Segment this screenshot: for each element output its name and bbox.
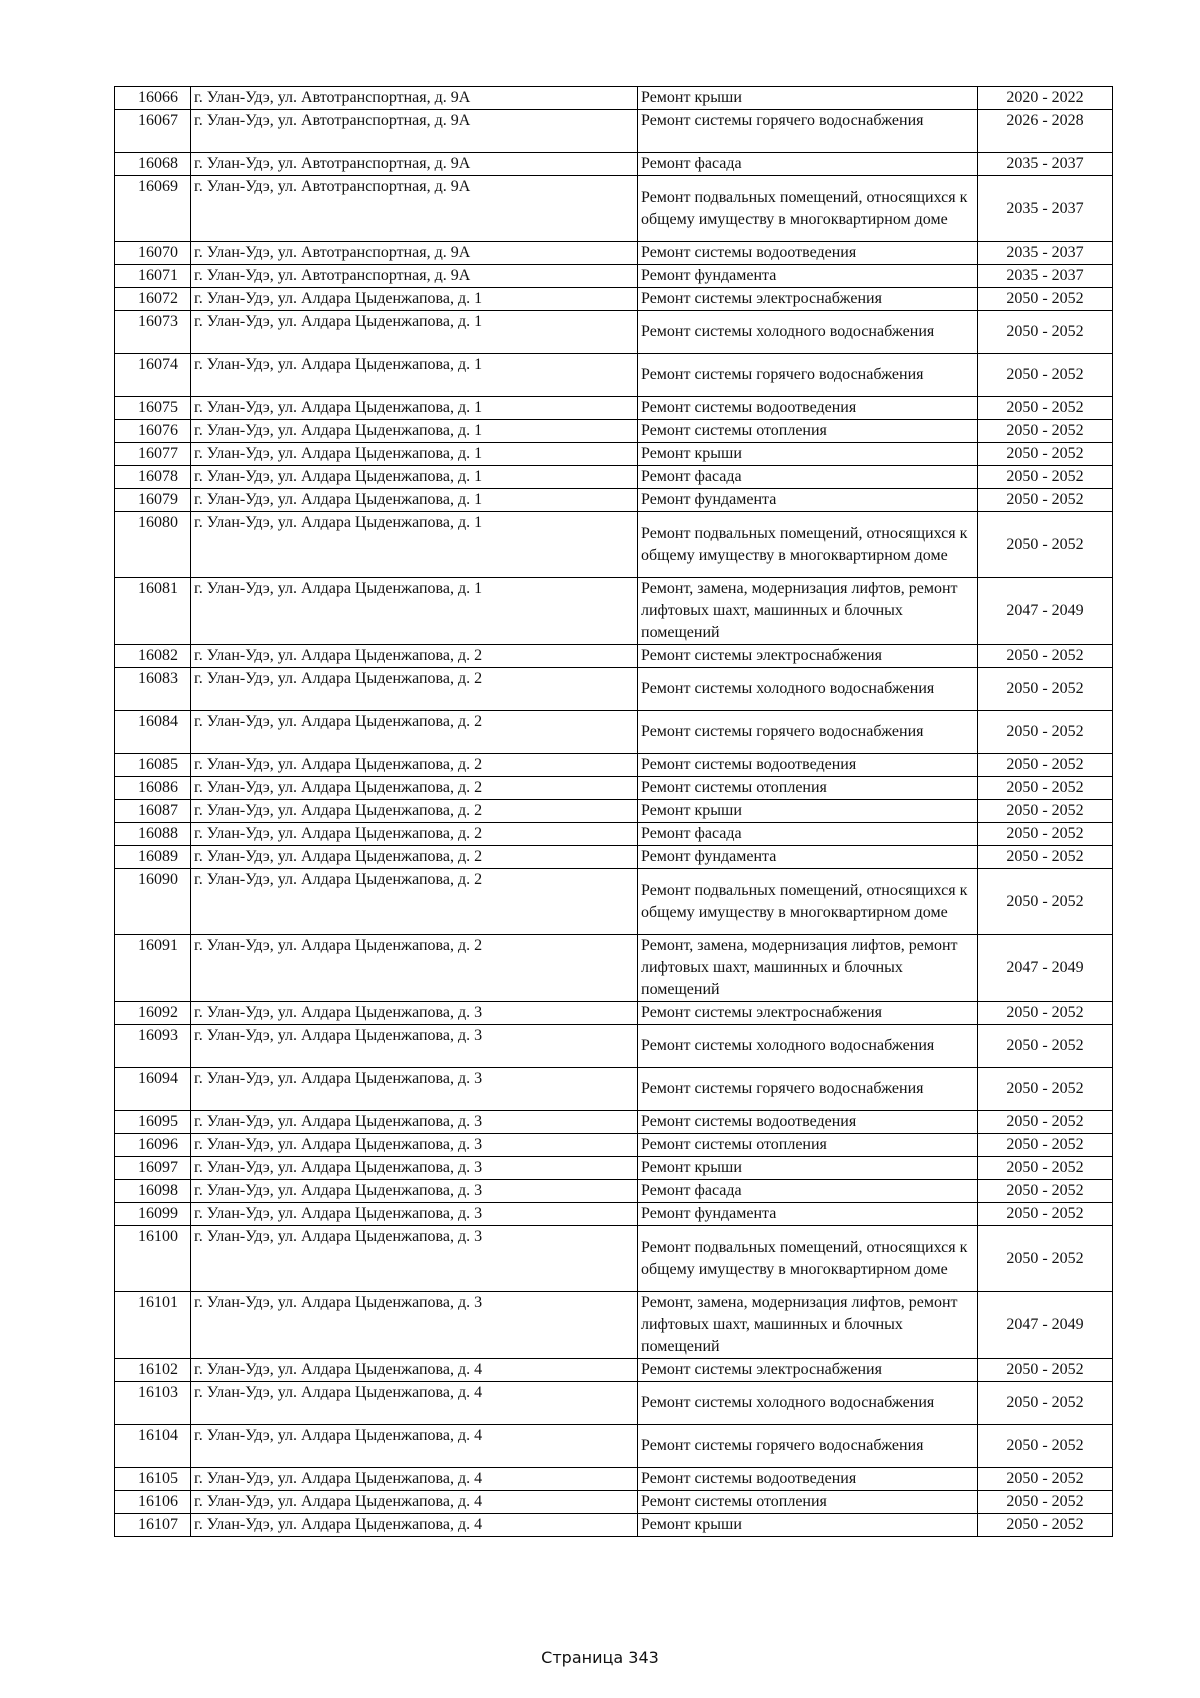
work-type-cell: Ремонт системы электроснабжения (638, 1002, 978, 1025)
years-cell: 2050 - 2052 (978, 1111, 1113, 1134)
address-cell: г. Улан-Удэ, ул. Алдара Цыденжапова, д. 3 (191, 1157, 638, 1180)
row-number-cell: 16104 (115, 1425, 191, 1468)
address-cell: г. Улан-Удэ, ул. Алдара Цыденжапова, д. 3 (191, 1111, 638, 1134)
table-row (115, 1180, 1113, 1203)
row-number-cell: 16092 (115, 1002, 191, 1025)
work-type-cell: Ремонт системы отопления (638, 1134, 978, 1157)
work-type-cell: Ремонт крыши (638, 800, 978, 823)
table-row (115, 397, 1113, 420)
address-cell: г. Улан-Удэ, ул. Алдара Цыденжапова, д. 3 (191, 1203, 638, 1226)
address-cell: г. Улан-Удэ, ул. Алдара Цыденжапова, д. 2 (191, 668, 638, 711)
work-type-cell: Ремонт системы холодного водоснабжения (638, 668, 978, 711)
work-type-cell: Ремонт системы холодного водоснабжения (638, 311, 978, 354)
work-type-cell: Ремонт системы водоотведения (638, 1111, 978, 1134)
row-number-cell: 16093 (115, 1025, 191, 1068)
years-cell: 2050 - 2052 (978, 466, 1113, 489)
row-number-cell: 16089 (115, 846, 191, 869)
years-cell: 2026 - 2028 (978, 110, 1113, 153)
work-type-cell: Ремонт системы отопления (638, 1491, 978, 1514)
work-type-cell: Ремонт системы горячего водоснабжения (638, 110, 978, 153)
address-cell: г. Улан-Удэ, ул. Алдара Цыденжапова, д. 4 (191, 1491, 638, 1514)
table-row (115, 489, 1113, 512)
table-row (115, 466, 1113, 489)
row-number-cell: 16106 (115, 1491, 191, 1514)
address-cell: г. Улан-Удэ, ул. Алдара Цыденжапова, д. 2 (191, 777, 638, 800)
address-cell: г. Улан-Удэ, ул. Автотранспортная, д. 9А (191, 153, 638, 176)
address-cell: г. Улан-Удэ, ул. Алдара Цыденжапова, д. 1 (191, 578, 638, 645)
work-type-cell: Ремонт, замена, модернизация лифтов, ремонт лифтовых шахт, машинных и блочных помещений (638, 935, 978, 1002)
address-cell: г. Улан-Удэ, ул. Алдара Цыденжапова, д. 4 (191, 1425, 638, 1468)
row-number-cell: 16079 (115, 489, 191, 512)
years-cell: 2050 - 2052 (978, 1157, 1113, 1180)
row-number-cell: 16074 (115, 354, 191, 397)
address-cell: г. Улан-Удэ, ул. Алдара Цыденжапова, д. 4 (191, 1514, 638, 1537)
address-cell: г. Улан-Удэ, ул. Алдара Цыденжапова, д. 4 (191, 1468, 638, 1491)
row-number-cell: 16103 (115, 1382, 191, 1425)
row-number-cell: 16084 (115, 711, 191, 754)
years-cell: 2050 - 2052 (978, 1226, 1113, 1292)
years-cell: 2050 - 2052 (978, 1002, 1113, 1025)
row-number-cell: 16094 (115, 1068, 191, 1111)
row-number-cell: 16091 (115, 935, 191, 1002)
table-row (115, 1157, 1113, 1180)
row-number-cell: 16086 (115, 777, 191, 800)
address-cell: г. Улан-Удэ, ул. Алдара Цыденжапова, д. 2 (191, 711, 638, 754)
work-type-cell: Ремонт подвальных помещений, относящихся к общему имуществу в многоквартирном доме (638, 869, 978, 935)
work-type-cell: Ремонт фундамента (638, 489, 978, 512)
table-row (115, 645, 1113, 668)
years-cell: 2050 - 2052 (978, 354, 1113, 397)
work-type-cell: Ремонт крыши (638, 1514, 978, 1537)
years-cell: 2035 - 2037 (978, 265, 1113, 288)
address-cell: г. Улан-Удэ, ул. Алдара Цыденжапова, д. 1 (191, 512, 638, 578)
address-cell: г. Улан-Удэ, ул. Алдара Цыденжапова, д. 1 (191, 443, 638, 466)
work-type-cell: Ремонт фундамента (638, 1203, 978, 1226)
address-cell: г. Улан-Удэ, ул. Алдара Цыденжапова, д. 1 (191, 311, 638, 354)
work-type-cell: Ремонт крыши (638, 443, 978, 466)
years-cell: 2050 - 2052 (978, 754, 1113, 777)
table-row (115, 1226, 1113, 1292)
address-cell: г. Улан-Удэ, ул. Алдара Цыденжапова, д. 1 (191, 489, 638, 512)
years-cell: 2050 - 2052 (978, 711, 1113, 754)
years-cell: 2035 - 2037 (978, 153, 1113, 176)
row-number-cell: 16072 (115, 288, 191, 311)
years-cell: 2047 - 2049 (978, 578, 1113, 645)
address-cell: г. Улан-Удэ, ул. Алдара Цыденжапова, д. 3 (191, 1226, 638, 1292)
years-cell: 2050 - 2052 (978, 512, 1113, 578)
table-row (115, 1111, 1113, 1134)
row-number-cell: 16075 (115, 397, 191, 420)
work-type-cell: Ремонт системы горячего водоснабжения (638, 1068, 978, 1111)
work-type-cell: Ремонт, замена, модернизация лифтов, ремонт лифтовых шахт, машинных и блочных помещений (638, 1292, 978, 1359)
row-number-cell: 16083 (115, 668, 191, 711)
years-cell: 2050 - 2052 (978, 1134, 1113, 1157)
row-number-cell: 16088 (115, 823, 191, 846)
work-type-cell: Ремонт системы водоотведения (638, 242, 978, 265)
work-type-cell: Ремонт системы отопления (638, 420, 978, 443)
table-row (115, 711, 1113, 754)
years-cell: 2050 - 2052 (978, 1425, 1113, 1468)
row-number-cell: 16073 (115, 311, 191, 354)
years-cell: 2035 - 2037 (978, 242, 1113, 265)
table-row (115, 288, 1113, 311)
address-cell: г. Улан-Удэ, ул. Алдара Цыденжапова, д. 3 (191, 1025, 638, 1068)
address-cell: г. Улан-Удэ, ул. Алдара Цыденжапова, д. 3 (191, 1180, 638, 1203)
table-row (115, 311, 1113, 354)
table-row (115, 1292, 1113, 1359)
address-cell: г. Улан-Удэ, ул. Алдара Цыденжапова, д. 2 (191, 823, 638, 846)
address-cell: г. Улан-Удэ, ул. Алдара Цыденжапова, д. 2 (191, 869, 638, 935)
row-number-cell: 16067 (115, 110, 191, 153)
years-cell: 2050 - 2052 (978, 1025, 1113, 1068)
work-type-cell: Ремонт, замена, модернизация лифтов, ремонт лифтовых шахт, машинных и блочных помещений (638, 578, 978, 645)
row-number-cell: 16077 (115, 443, 191, 466)
address-cell: г. Улан-Удэ, ул. Алдара Цыденжапова, д. 2 (191, 846, 638, 869)
work-type-cell: Ремонт подвальных помещений, относящихся к общему имуществу в многоквартирном доме (638, 176, 978, 242)
years-cell: 2050 - 2052 (978, 846, 1113, 869)
row-number-cell: 16098 (115, 1180, 191, 1203)
row-number-cell: 16096 (115, 1134, 191, 1157)
row-number-cell: 16107 (115, 1514, 191, 1537)
years-cell: 2050 - 2052 (978, 1180, 1113, 1203)
years-cell: 2047 - 2049 (978, 1292, 1113, 1359)
table-row (115, 354, 1113, 397)
work-type-cell: Ремонт крыши (638, 87, 978, 110)
row-number-cell: 16081 (115, 578, 191, 645)
work-type-cell: Ремонт системы водоотведения (638, 1468, 978, 1491)
work-type-cell: Ремонт системы холодного водоснабжения (638, 1025, 978, 1068)
row-number-cell: 16100 (115, 1226, 191, 1292)
table-row (115, 443, 1113, 466)
row-number-cell: 16069 (115, 176, 191, 242)
years-cell: 2050 - 2052 (978, 777, 1113, 800)
years-cell: 2050 - 2052 (978, 1382, 1113, 1425)
row-number-cell: 16099 (115, 1203, 191, 1226)
table-row (115, 420, 1113, 443)
table-row (115, 578, 1113, 645)
row-number-cell: 16090 (115, 869, 191, 935)
table-row (115, 1002, 1113, 1025)
table-row (115, 1134, 1113, 1157)
work-type-cell: Ремонт системы горячего водоснабжения (638, 711, 978, 754)
work-type-cell: Ремонт системы отопления (638, 777, 978, 800)
row-number-cell: 16101 (115, 1292, 191, 1359)
table-row (115, 1068, 1113, 1111)
address-cell: г. Улан-Удэ, ул. Алдара Цыденжапова, д. 4 (191, 1359, 638, 1382)
table-row (115, 87, 1113, 110)
row-number-cell: 16071 (115, 265, 191, 288)
years-cell: 2050 - 2052 (978, 288, 1113, 311)
years-cell: 2050 - 2052 (978, 1068, 1113, 1111)
row-number-cell: 16080 (115, 512, 191, 578)
years-cell: 2050 - 2052 (978, 489, 1113, 512)
address-cell: г. Улан-Удэ, ул. Алдара Цыденжапова, д. 1 (191, 288, 638, 311)
address-cell: г. Улан-Удэ, ул. Алдара Цыденжапова, д. 2 (191, 645, 638, 668)
repair-schedule-table (114, 86, 1113, 1537)
row-number-cell: 16070 (115, 242, 191, 265)
work-type-cell: Ремонт подвальных помещений, относящихся к общему имуществу в многоквартирном доме (638, 1226, 978, 1292)
table-row (115, 1425, 1113, 1468)
work-type-cell: Ремонт фасада (638, 1180, 978, 1203)
table-row (115, 846, 1113, 869)
address-cell: г. Улан-Удэ, ул. Алдара Цыденжапова, д. 1 (191, 354, 638, 397)
years-cell: 2020 - 2022 (978, 87, 1113, 110)
row-number-cell: 16097 (115, 1157, 191, 1180)
table-row (115, 1514, 1113, 1537)
work-type-cell: Ремонт системы электроснабжения (638, 645, 978, 668)
address-cell: г. Улан-Удэ, ул. Алдара Цыденжапова, д. 1 (191, 420, 638, 443)
table-row (115, 110, 1113, 153)
address-cell: г. Улан-Удэ, ул. Автотранспортная, д. 9А (191, 265, 638, 288)
address-cell: г. Улан-Удэ, ул. Автотранспортная, д. 9А (191, 87, 638, 110)
table-row (115, 1491, 1113, 1514)
address-cell: г. Улан-Удэ, ул. Алдара Цыденжапова, д. 1 (191, 397, 638, 420)
row-number-cell: 16085 (115, 754, 191, 777)
years-cell: 2035 - 2037 (978, 176, 1113, 242)
table-row (115, 242, 1113, 265)
years-cell: 2050 - 2052 (978, 800, 1113, 823)
table-row (115, 754, 1113, 777)
work-type-cell: Ремонт фасада (638, 823, 978, 846)
table-row (115, 176, 1113, 242)
table-row (115, 777, 1113, 800)
table-row (115, 935, 1113, 1002)
row-number-cell: 16078 (115, 466, 191, 489)
work-type-cell: Ремонт подвальных помещений, относящихся к общему имуществу в многоквартирном доме (638, 512, 978, 578)
table-row (115, 1203, 1113, 1226)
address-cell: г. Улан-Удэ, ул. Алдара Цыденжапова, д. 3 (191, 1134, 638, 1157)
table-row (115, 1382, 1113, 1425)
table-row (115, 823, 1113, 846)
years-cell: 2050 - 2052 (978, 869, 1113, 935)
row-number-cell: 16105 (115, 1468, 191, 1491)
table-row (115, 869, 1113, 935)
years-cell: 2050 - 2052 (978, 645, 1113, 668)
row-number-cell: 16066 (115, 87, 191, 110)
work-type-cell: Ремонт фундамента (638, 846, 978, 869)
table-row (115, 1359, 1113, 1382)
table-row (115, 512, 1113, 578)
work-type-cell: Ремонт фундамента (638, 265, 978, 288)
years-cell: 2050 - 2052 (978, 1514, 1113, 1537)
address-cell: г. Улан-Удэ, ул. Автотранспортная, д. 9А (191, 176, 638, 242)
work-type-cell: Ремонт системы горячего водоснабжения (638, 354, 978, 397)
page-number: Страница 343 (541, 1648, 659, 1667)
address-cell: г. Улан-Удэ, ул. Алдара Цыденжапова, д. 2 (191, 754, 638, 777)
row-number-cell: 16082 (115, 645, 191, 668)
years-cell: 2050 - 2052 (978, 823, 1113, 846)
row-number-cell: 16076 (115, 420, 191, 443)
table-row (115, 1025, 1113, 1068)
address-cell: г. Улан-Удэ, ул. Автотранспортная, д. 9А (191, 110, 638, 153)
address-cell: г. Улан-Удэ, ул. Алдара Цыденжапова, д. 3 (191, 1292, 638, 1359)
work-type-cell: Ремонт системы водоотведения (638, 754, 978, 777)
address-cell: г. Улан-Удэ, ул. Алдара Цыденжапова, д. 1 (191, 466, 638, 489)
address-cell: г. Улан-Удэ, ул. Автотранспортная, д. 9А (191, 242, 638, 265)
years-cell: 2050 - 2052 (978, 420, 1113, 443)
row-number-cell: 16095 (115, 1111, 191, 1134)
table-row (115, 153, 1113, 176)
row-number-cell: 16102 (115, 1359, 191, 1382)
work-type-cell: Ремонт системы горячего водоснабжения (638, 1425, 978, 1468)
table-row (115, 668, 1113, 711)
work-type-cell: Ремонт системы водоотведения (638, 397, 978, 420)
years-cell: 2050 - 2052 (978, 311, 1113, 354)
address-cell: г. Улан-Удэ, ул. Алдара Цыденжапова, д. 4 (191, 1382, 638, 1425)
row-number-cell: 16068 (115, 153, 191, 176)
years-cell: 2050 - 2052 (978, 443, 1113, 466)
work-type-cell: Ремонт системы электроснабжения (638, 1359, 978, 1382)
address-cell: г. Улан-Удэ, ул. Алдара Цыденжапова, д. 3 (191, 1002, 638, 1025)
table-body (115, 87, 1113, 1537)
work-type-cell: Ремонт фасада (638, 466, 978, 489)
table-row (115, 1468, 1113, 1491)
address-cell: г. Улан-Удэ, ул. Алдара Цыденжапова, д. 2 (191, 935, 638, 1002)
table-row (115, 800, 1113, 823)
work-type-cell: Ремонт крыши (638, 1157, 978, 1180)
row-number-cell: 16087 (115, 800, 191, 823)
years-cell: 2050 - 2052 (978, 1468, 1113, 1491)
work-type-cell: Ремонт системы электроснабжения (638, 288, 978, 311)
table-row (115, 265, 1113, 288)
years-cell: 2050 - 2052 (978, 668, 1113, 711)
years-cell: 2050 - 2052 (978, 397, 1113, 420)
address-cell: г. Улан-Удэ, ул. Алдара Цыденжапова, д. 3 (191, 1068, 638, 1111)
years-cell: 2050 - 2052 (978, 1491, 1113, 1514)
years-cell: 2050 - 2052 (978, 1359, 1113, 1382)
work-type-cell: Ремонт фасада (638, 153, 978, 176)
years-cell: 2047 - 2049 (978, 935, 1113, 1002)
work-type-cell: Ремонт системы холодного водоснабжения (638, 1382, 978, 1425)
years-cell: 2050 - 2052 (978, 1203, 1113, 1226)
address-cell: г. Улан-Удэ, ул. Алдара Цыденжапова, д. 2 (191, 800, 638, 823)
